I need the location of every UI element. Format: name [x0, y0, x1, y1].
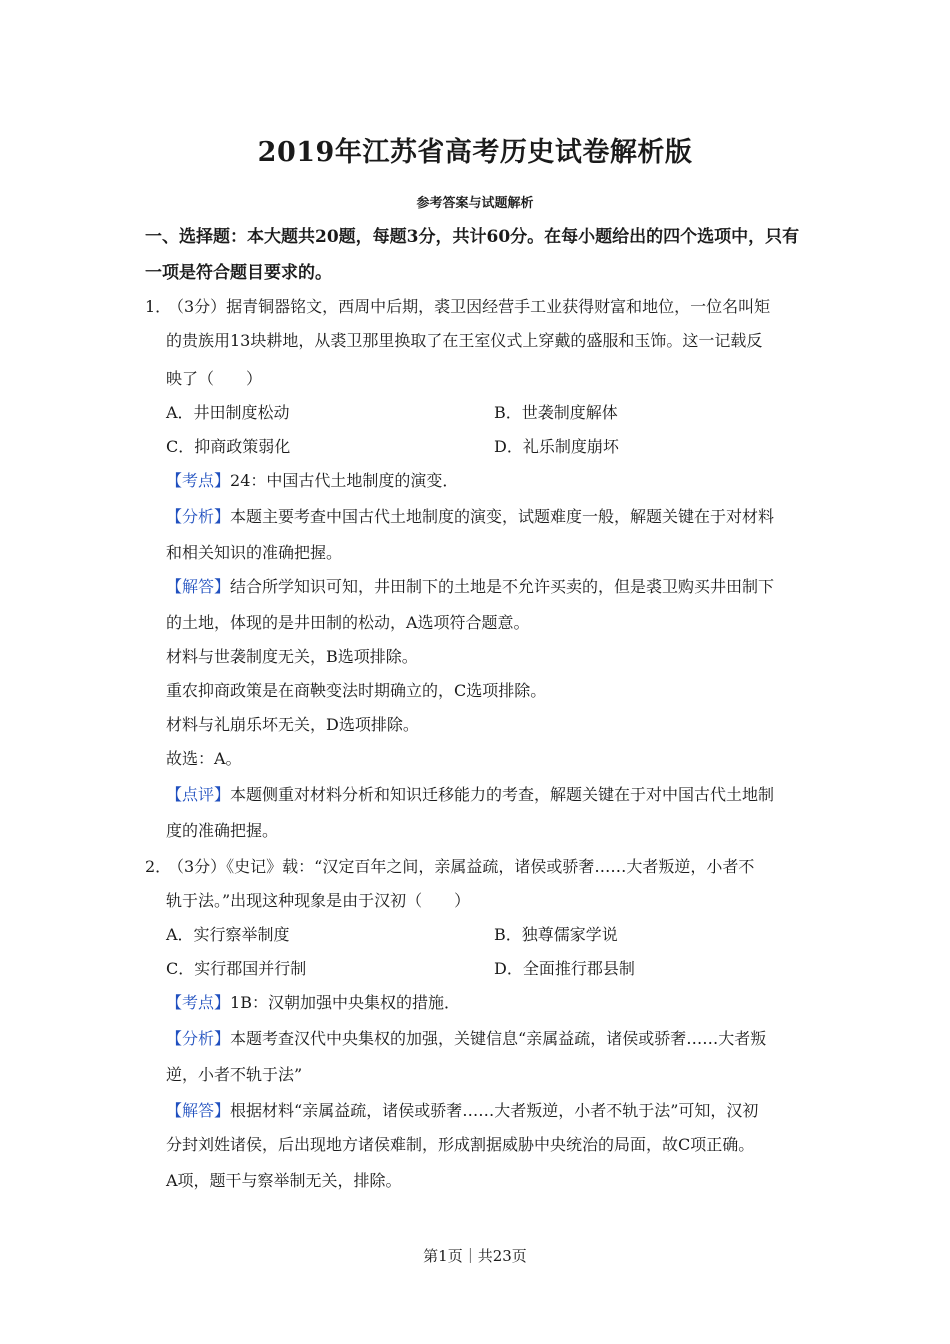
q1-fenxi: [166, 504, 774, 527]
q2-jieda-line-1: 根据材料“亲属益疏，诸侯或骄奢……大者叛逆，小者不轨于法”可知，汉初: [230, 1101, 759, 1120]
q2-fenxi-line-1: 本题考查汉代中央集权的加强，关键信息“亲属益疏，诸侯或骄奢……大者叛: [230, 1029, 767, 1048]
q1-dianping: [166, 782, 774, 805]
q1-stem-line-3: 映了（ ）: [166, 369, 263, 388]
q1-kaodian-tag: 【考点】: [166, 471, 231, 490]
q1-kaodian: [166, 468, 458, 491]
q2-kaodian-text: 1B：汉朝加强中央集权的措施．: [230, 993, 460, 1012]
q2-jieda-tag: 【解答】: [166, 1101, 231, 1120]
q1-number: 1．: [145, 297, 172, 316]
q2-number: 2．: [145, 857, 172, 876]
q1-jieda: [166, 574, 774, 597]
page-subtitle: 参考答案与试题解析: [416, 196, 534, 211]
q2-jieda: [166, 1098, 758, 1121]
q1-fenxi-line-1: 本题主要考查中国古代土地制度的演变，试题难度一般，解题关键在于对材料: [230, 507, 775, 526]
q1-jieda-line-6: 故选：A。: [166, 749, 242, 768]
q1-jieda-line-3: 材料与世袭制度无关，B选项排除。: [166, 647, 418, 666]
q1-kaodian-text: 24：中国古代土地制度的演变．: [230, 471, 459, 490]
q1-stem-line-1: （3分）据青铜器铭文，西周中后期，裘卫因经营手工业获得财富和地位，一位名叫矩: [168, 297, 771, 316]
q2-option-a: A．实行察举制度: [166, 925, 290, 944]
q2-jieda-line-2: 分封刘姓诸侯，后出现地方诸侯难制，形成割据威胁中央统治的局面，故C项正确。: [166, 1135, 755, 1154]
q2-stem-line-2: 轨于法。”出现这种现象是由于汉初（ ）: [166, 891, 471, 910]
q1-jieda-line-5: 材料与礼崩乐坏无关，D选项排除。: [166, 715, 419, 734]
q2-option-b: B．独尊儒家学说: [494, 925, 618, 944]
q2-option-d: D．全面推行郡县制: [494, 959, 635, 978]
q1-fenxi-line-2: 和相关知识的准确把握。: [166, 543, 343, 562]
q1-jieda-line-4: 重农抑商政策是在商鞅变法时期确立的，C选项排除。: [166, 681, 547, 700]
q1-option-d: D．礼乐制度崩坏: [494, 437, 619, 456]
q1-option-b: B．世袭制度解体: [494, 403, 618, 422]
q1-dianping-line-1: 本题侧重对材料分析和知识迁移能力的考查，解题关键在于对中国古代土地制: [230, 785, 775, 804]
q2-option-c: C．实行郡国并行制: [166, 959, 307, 978]
q1-dianping-tag: 【点评】: [166, 785, 231, 804]
q1-dianping-line-2: 度的准确把握。: [166, 821, 279, 840]
q2-fenxi-tag: 【分析】: [166, 1029, 231, 1048]
q1-stem-line-2: 的贵族用13块耕地，从裘卫那里换取了在王室仪式上穿戴的盛服和玉饰。这一记载反: [166, 331, 763, 350]
q2-stem-line-1: （3分）《史记》载：“汉定百年之间，亲属益疏，诸侯或骄奢……大者叛逆，小者不: [168, 857, 755, 876]
q2-jieda-line-3: A项，题干与察举制无关，排除。: [166, 1171, 402, 1190]
q1-fenxi-tag: 【分析】: [166, 507, 231, 526]
q2-kaodian: [166, 990, 460, 1013]
section-heading-line-2: 一项是符合题目要求的。: [145, 263, 332, 283]
section-heading-line-1: 一、选择题：本大题共20题，每题3分，共计60分。在每小题给出的四个选项中，只有: [145, 227, 800, 247]
q1-jieda-tag: 【解答】: [166, 577, 231, 596]
q1-jieda-line-1: 结合所学知识可知，井田制下的土地是不允许买卖的，但是裘卫购买井田制下: [230, 577, 775, 596]
q2-kaodian-tag: 【考点】: [166, 993, 231, 1012]
q2-fenxi: [166, 1026, 766, 1049]
q1-jieda-line-2: 的土地，体现的是井田制的松动，A选项符合题意。: [166, 613, 530, 632]
page-title: 2019年江苏省高考历史试卷解析版: [257, 137, 693, 168]
q1-option-c: C．抑商政策弱化: [166, 437, 291, 456]
page-footer: 第1页｜共23页: [423, 1247, 527, 1265]
q1-option-a: A．井田制度松动: [166, 403, 290, 422]
q2-fenxi-line-2: 逆，小者不轨于法”: [166, 1065, 303, 1084]
